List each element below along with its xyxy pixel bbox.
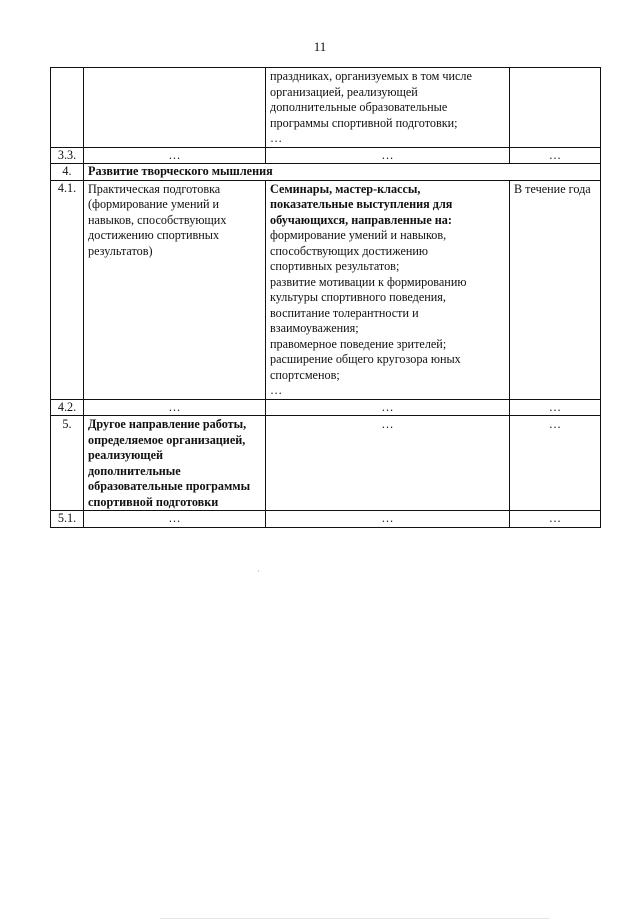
- table-row: [51, 399, 601, 416]
- description-line: спортивных результатов;: [270, 259, 400, 273]
- section-header-row: [51, 164, 601, 181]
- activity-line: Практическая подготовка: [88, 181, 221, 196]
- description-line: дополнительные образовательные: [270, 100, 448, 114]
- activity-line: результатов): [88, 243, 153, 258]
- row-number-cell: 4.: [51, 164, 84, 181]
- table-row: [51, 511, 601, 528]
- activity-line: (формирование умений и: [88, 197, 220, 211]
- description-heading-line: Семинары, мастер-классы,: [270, 181, 421, 196]
- row-number-cell: 5.1.: [51, 511, 84, 528]
- description-line: …: [270, 383, 283, 397]
- description-line: формирование умений и навыков,: [270, 228, 447, 242]
- description-line: спортсменов;: [270, 367, 340, 382]
- scan-artifact: [258, 570, 259, 572]
- table-row: [51, 180, 601, 399]
- description-line: праздниках, организуемых в том числе: [270, 69, 472, 83]
- timing-cell: …: [510, 511, 601, 528]
- table-row: [51, 147, 601, 164]
- description-heading-line: показательные выступления для: [270, 197, 453, 211]
- activity-cell: …: [84, 399, 266, 416]
- plan-table: [50, 67, 601, 528]
- row-number-cell: 5.: [51, 416, 84, 511]
- activity-cell: [84, 68, 266, 148]
- description-cell: …: [266, 416, 510, 511]
- description-line: взаимоуважения;: [270, 321, 359, 335]
- section-title: Развитие творческого мышления: [84, 164, 601, 181]
- timing-cell: …: [510, 147, 601, 164]
- description-cell: …: [266, 399, 510, 416]
- description-cell: [266, 68, 510, 148]
- description-line: воспитание толерантности и: [270, 305, 419, 320]
- description-line: развитие мотивации к формированию: [270, 274, 467, 289]
- row-number-cell: [51, 68, 84, 148]
- description-line: расширение общего кругозора юных: [270, 352, 461, 366]
- description-line: культуры спортивного поведения,: [270, 290, 446, 304]
- table-row: [51, 416, 601, 511]
- description-line: …: [270, 131, 283, 145]
- description-line: способствующих достижению: [270, 243, 429, 258]
- activity-line: образовательные программы: [88, 479, 251, 493]
- row-number-cell: 3.3.: [51, 147, 84, 164]
- timing-cell: …: [510, 399, 601, 416]
- activity-cell: [84, 416, 266, 511]
- activity-cell: …: [84, 147, 266, 164]
- activity-line: Другое направление работы,: [88, 417, 247, 431]
- description-heading-line: обучающихся, направленные на:: [270, 212, 452, 227]
- activity-cell: …: [84, 511, 266, 528]
- description-line: правомерное поведение зрителей;: [270, 336, 447, 351]
- description-line: организацией, реализующей: [270, 84, 418, 99]
- activity-line: спортивной подготовки: [88, 494, 219, 509]
- activity-line: дополнительные: [88, 463, 181, 478]
- activity-line: реализующей: [88, 448, 164, 462]
- timing-cell: В течение года: [510, 180, 601, 399]
- scan-artifact: [160, 918, 550, 919]
- description-cell: …: [266, 511, 510, 528]
- timing-cell: …: [510, 416, 601, 511]
- activity-line: определяемое организацией,: [88, 432, 246, 447]
- row-number-cell: 4.1.: [51, 180, 84, 399]
- page-number: 11: [313, 39, 327, 54]
- activity-cell: [84, 180, 266, 399]
- table-row: [51, 68, 601, 148]
- description-line: программы спортивной подготовки;: [270, 115, 458, 130]
- activity-line: навыков, способствующих: [88, 212, 227, 227]
- description-cell: [266, 180, 510, 399]
- description-cell: …: [266, 147, 510, 164]
- timing-cell: [510, 68, 601, 148]
- activity-line: достижению спортивных: [88, 228, 220, 242]
- row-number-cell: 4.2.: [51, 399, 84, 416]
